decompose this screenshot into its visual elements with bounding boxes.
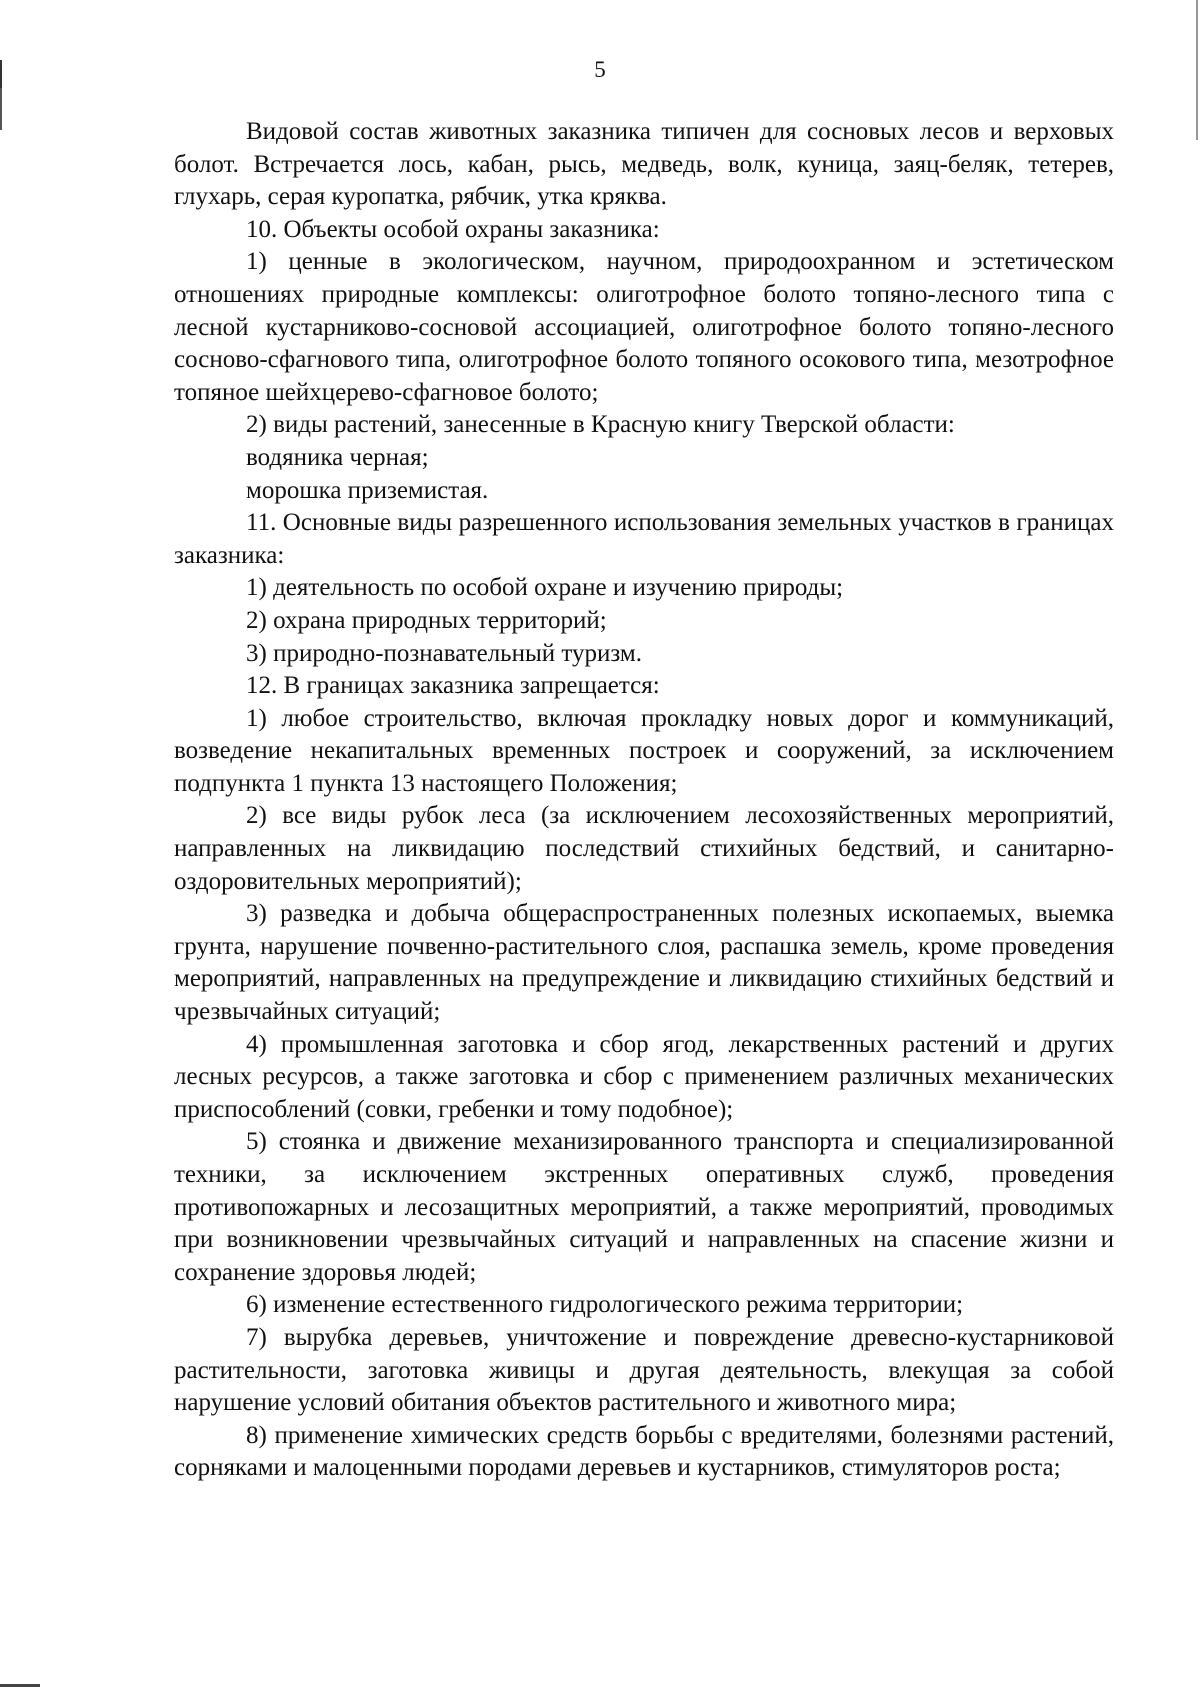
- paragraph-11-item-3: 3) природно-познавательный туризм.: [246, 639, 642, 667]
- paragraph-11-item-2: 2) охрана природных территорий;: [246, 606, 607, 634]
- paragraph-plant-2: морошка приземистая.: [246, 476, 489, 504]
- paragraph-12-item-3: 3) разведка и добыча общераспространенных полезных ископаемых, выемка грунта, нарушение почвенно-растительного слоя, распашка земель, кроме проведения мероприятий, направленных на предупреждение и ликвидацию стихийных бедствий и чрезвычайных ситуаций;: [174, 900, 1114, 1026]
- paragraph-12-item-6: 6) изменение естественного гидрологического режима территории;: [246, 1291, 964, 1319]
- paragraph-12-item-7: 7) вырубка деревьев, уничтожение и повреждение древесно-кустарниковой растительности, заготовка живицы и другая деятельность, влекущая за собой нарушение условий обитания объектов растительного и животного мира;: [174, 1323, 1114, 1417]
- paragraph-12-item-5: 5) стоянка и движение механизированного транспорта и специализированной техники, за исключением экстренных оперативных служб, проведения противопожарных и лесозащитных мероприятий, а также мероприятий, проводимых при возникновении чрезвычайных ситуаций и направленных на спасение жизни и сохранение здоровья людей;: [174, 1128, 1114, 1286]
- paragraph-11-item-1: 1) деятельность по особой охране и изучению природы;: [246, 574, 844, 602]
- paragraph-10-item-1: 1) ценные в экологическом, научном, природоохранном и эстетическом отношениях природные комплексы: олиготрофное болото топяно-лесного типа с лесной кустарниково-сосновой ассоциацией, олиготрофное болото топяно-лесного сосново-сфагнового типа, олиготрофное болото топяного осокового типа, мезотрофное топяное шейхцерево-сфагновое болото;: [174, 248, 1114, 406]
- scan-edge-mark: [0, 1684, 40, 1687]
- paragraph-fauna: Видовой состав животных заказника типичен для сосновых лесов и верховых болот. Встречается лось, кабан, рысь, медведь, волк, куница, заяц-беляк, тетерев, глухарь, серая куропатка, рябчик, утка кряква.: [174, 118, 1114, 211]
- paragraph-12-item-4: 4) промышленная заготовка и сбор ягод, лекарственных растений и других лесных ресурсов, а также заготовка и сбор с применением различных механических приспособлений (совки, гребенки и тому подобное);: [174, 1030, 1114, 1123]
- paragraph-section-12: 12. В границах заказника запрещается:: [246, 672, 660, 700]
- paragraph-12-item-2: 2) все виды рубок леса (за исключением лесохозяйственных мероприятий, направленных на ликвидацию последствий стихийных бедствий, и санитарно-оздоровительных мероприятий);: [174, 802, 1114, 895]
- page-number: 5: [594, 57, 606, 82]
- paragraph-12-item-8: 8) применение химических средств борьбы с вредителями, болезнями растений, сорняками и малоценными породами деревьев и кустарников, стимуляторов роста;: [174, 1421, 1114, 1482]
- paragraph-section-10: 10. Объекты особой охраны заказника:: [246, 215, 660, 243]
- paragraph-12-item-1: 1) любое строительство, включая прокладку новых дорог и коммуникаций, возведение некапитальных временных построек и сооружений, за исключением подпункта 1 пункта 13 настоящего Положения;: [174, 704, 1114, 797]
- document-body: [174, 116, 1114, 1485]
- paragraph-10-item-2: 2) виды растений, занесенные в Красную книгу Тверской области:: [246, 411, 955, 439]
- paragraph-section-11: 11. Основные виды разрешенного использования земельных участков в границах заказника:: [174, 509, 1114, 569]
- scan-edge-mark: [0, 88, 2, 130]
- paragraph-plant-1: водяника черная;: [246, 443, 429, 471]
